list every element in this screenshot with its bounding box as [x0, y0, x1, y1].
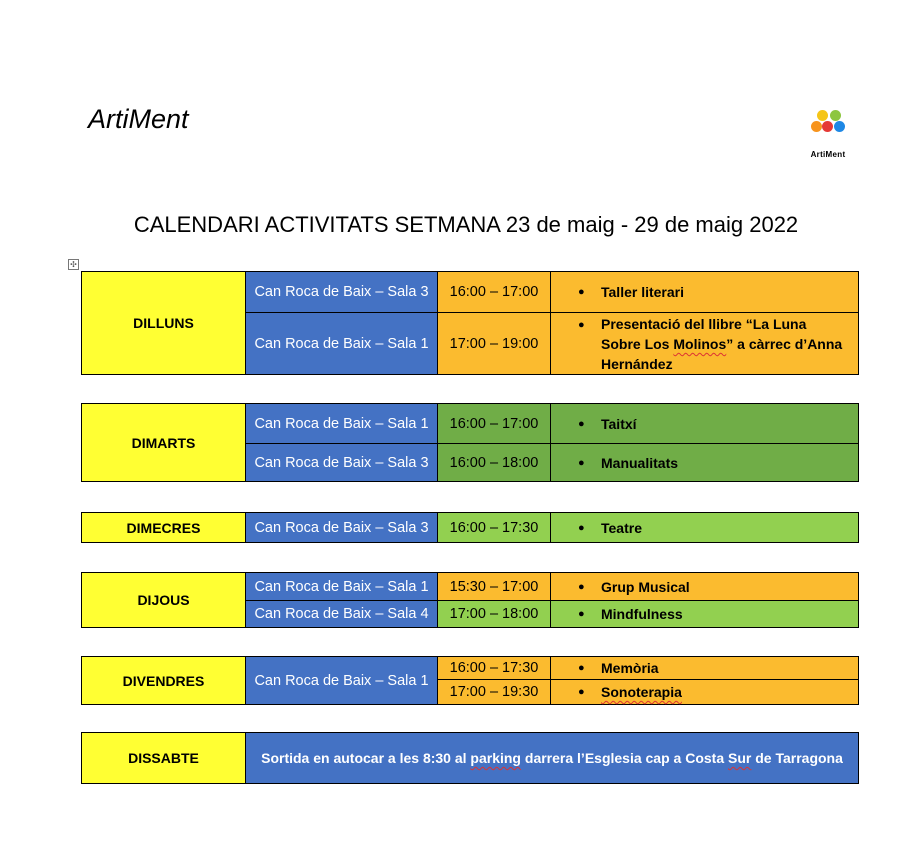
time-cell: 17:00 – 19:00: [438, 313, 551, 374]
bullet-icon: ●: [578, 662, 585, 674]
location-cell: Can Roca de Baix – Sala 3: [246, 272, 438, 312]
trip-note-part: de Tarragona: [751, 750, 843, 766]
time-cell: 16:00 – 18:00: [438, 444, 551, 481]
activity-text: Teatre: [601, 519, 642, 536]
bullet-icon: ●: [578, 417, 585, 430]
bullet-icon: ●: [578, 580, 585, 593]
time-cell: 15:30 – 17:00: [438, 573, 551, 600]
logo-dot: [822, 121, 833, 132]
table-move-handle[interactable]: ✣: [68, 259, 79, 270]
trip-note: [261, 750, 843, 766]
table-divendres: [81, 656, 859, 705]
table-dissabte: [81, 732, 859, 784]
trip-note-part: darrera l’Esglesia cap a Costa: [521, 750, 728, 766]
day-label: DILLUNS: [82, 272, 246, 374]
artiment-logo: [800, 110, 856, 162]
activity-text: Memòria: [601, 660, 659, 676]
activity-text-line2: Sobre Los: [601, 336, 674, 352]
day-label: DIVENDRES: [82, 657, 246, 704]
activity-cell: [551, 404, 858, 443]
bullet-icon: ●: [578, 286, 585, 298]
location-cell: Can Roca de Baix – Sala 3: [246, 444, 438, 481]
time-cell: 17:00 – 19:30: [438, 680, 551, 704]
time-cell: 17:00 – 18:00: [438, 601, 551, 627]
bullet-icon: ●: [578, 456, 585, 469]
logo-dots: [804, 110, 852, 136]
activity-cell: [551, 601, 858, 627]
activity-text: Manualitats: [601, 454, 679, 471]
logo-dot: [817, 110, 828, 121]
day-label: DISSABTE: [82, 733, 246, 783]
trip-note-cell: [246, 733, 858, 783]
activity-cell: [551, 573, 858, 600]
activity-cell: [551, 444, 858, 481]
location-cell: Can Roca de Baix – Sala 1: [246, 313, 438, 374]
spellcheck-word: Sur: [728, 750, 752, 766]
time-cell: 16:00 – 17:30: [438, 657, 551, 679]
spellcheck-word: Molinos: [673, 336, 727, 352]
activity-text: Grup Musical: [601, 578, 690, 595]
time-cell: 16:00 – 17:00: [438, 272, 551, 312]
location-cell: Can Roca de Baix – Sala 4: [246, 601, 438, 627]
activity-text-line1: Presentació del llibre “La Luna: [601, 316, 807, 332]
table-dijous: [81, 572, 859, 628]
activity-text-line2b: ” a càrrec d’Anna: [726, 336, 843, 352]
activity-cell: [551, 680, 858, 704]
bullet-icon: ●: [578, 319, 585, 331]
page-title: CALENDARI ACTIVITATS SETMANA 23 de maig - 29 de maig 2022: [133, 212, 799, 237]
bullet-icon: ●: [578, 608, 585, 620]
day-label: DIMECRES: [82, 513, 246, 542]
activity-text: [601, 314, 842, 374]
location-cell: Can Roca de Baix – Sala 3: [246, 513, 438, 542]
trip-note-part: Sortida en autocar a les 8:30 al: [261, 750, 471, 766]
location-cell: Can Roca de Baix – Sala 1: [246, 404, 438, 443]
activity-text-line3: Hernández: [601, 356, 673, 372]
activity-text: Taitxí: [601, 415, 637, 432]
time-cell: 16:00 – 17:30: [438, 513, 551, 542]
spellcheck-word: parking: [470, 750, 521, 766]
activity-text: Sonoterapia: [601, 684, 682, 700]
logo-dot: [830, 110, 841, 121]
activity-text: Mindfulness: [601, 606, 683, 622]
activity-text: Taller literari: [601, 284, 685, 300]
logo-dot: [834, 121, 845, 132]
day-label: DIJOUS: [82, 573, 246, 627]
day-label: DIMARTS: [82, 404, 246, 481]
time-cell: 16:00 – 17:00: [438, 404, 551, 443]
activity-cell: [551, 313, 858, 374]
location-cell: Can Roca de Baix – Sala 1: [246, 573, 438, 600]
table-dimecres: [81, 512, 859, 543]
logo-dot: [811, 121, 822, 132]
bullet-icon: ●: [578, 521, 585, 534]
activity-cell: [551, 513, 858, 542]
activity-cell: [551, 272, 858, 312]
bullet-icon: ●: [578, 686, 585, 698]
activity-cell: [551, 657, 858, 679]
table-dimarts: [81, 403, 859, 482]
logo-text: ArtiMent: [810, 150, 846, 159]
brand-name: ArtiMent: [88, 104, 189, 134]
table-dilluns: [81, 271, 859, 375]
location-cell: Can Roca de Baix – Sala 1: [246, 657, 438, 704]
